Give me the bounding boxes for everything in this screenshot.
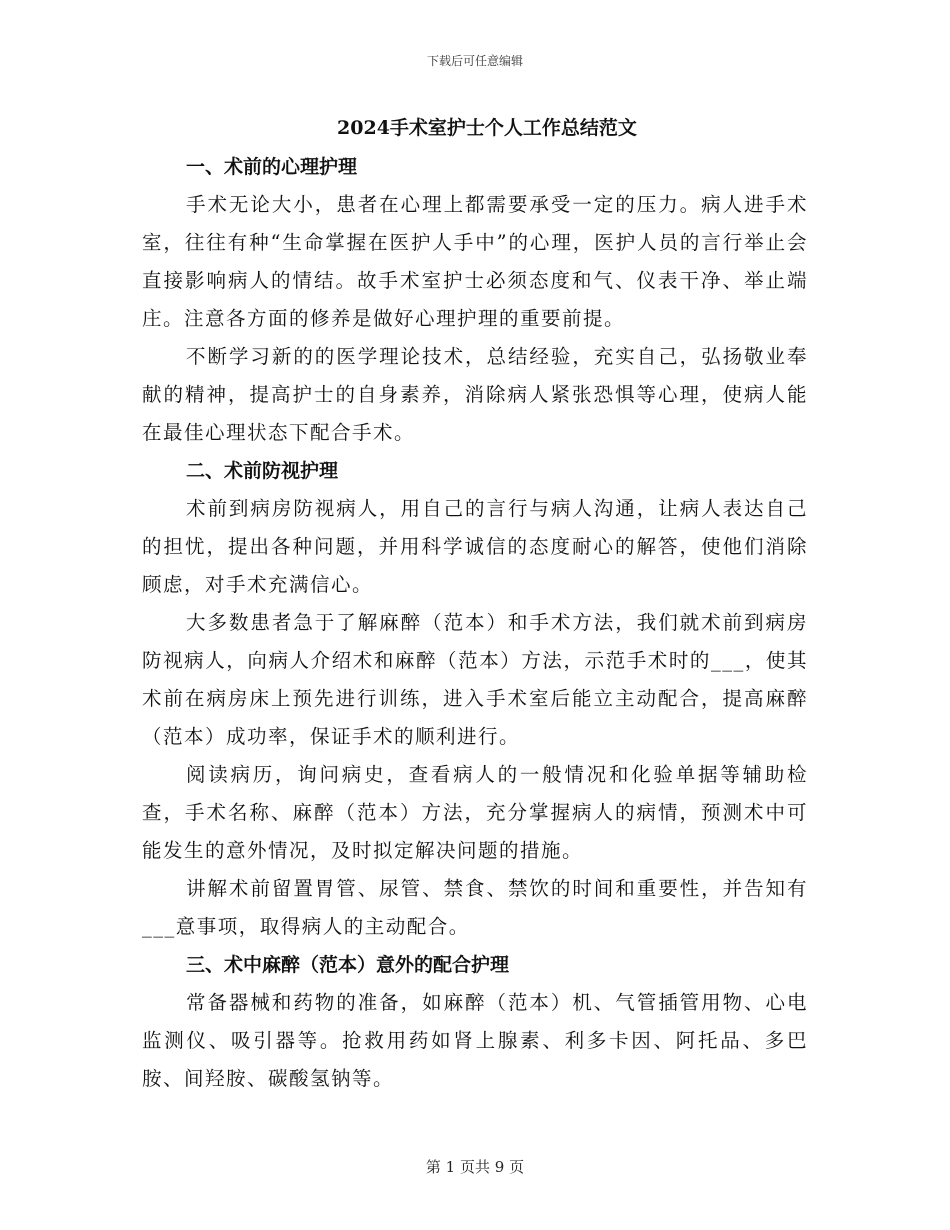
section-heading: 三、术中麻醉（范本）意外的配合护理 bbox=[186, 954, 510, 976]
page-number: 第 1 页共 9 页 bbox=[425, 1158, 525, 1176]
document-title: 2024手术室护士个人工作总结范文 bbox=[337, 117, 637, 139]
section-1 bbox=[142, 148, 808, 452]
paragraph: 不断学习新的的医学理论技术，总结经验，充实自己，弘扬敬业奉献的精神，提高护士的自身素养，消除病人紧张恐惧等心理，使病人能在最佳心理状态下配合手术。 bbox=[142, 345, 808, 444]
paragraph: 术前到病房防视病人，用自己的言行与病人沟通，让病人表达自己的担忧，提出各种问题，并用科学诚信的态度耐心的解答，使他们消除顾虑，对手术充满信心。 bbox=[142, 497, 808, 596]
paragraph: 阅读病历，询问病史，查看病人的一般情况和化验单据等辅助检查，手术名称、麻醉（范本）方法，充分掌握病人的病情，预测术中可能发生的意外情况，及时拟定解决问题的措施。 bbox=[142, 763, 808, 862]
paragraph: 手术无论大小，患者在心理上都需要承受一定的压力。病人进手术室，往往有种“生命掌握在医护人手中”的心理，医护人员的言行举止会直接影响病人的情结。故手术室护士必须态度和气、仪表干净、举止端庄。注意各方面的修养是做好心理护理的重要前提。 bbox=[142, 193, 808, 330]
section-3 bbox=[142, 946, 808, 1098]
paragraph: 常备器械和药物的准备，如麻醉（范本）机、气管插管用物、心电监测仪、吸引器等。抢救用药如肾上腺素、利多卡因、阿托品、多巴胺、间羟胺、碳酸氢钠等。 bbox=[142, 991, 808, 1090]
section-2 bbox=[142, 452, 808, 946]
header-note: 下载后可任意编辑 bbox=[426, 54, 523, 68]
section-heading: 一、术前的心理护理 bbox=[186, 156, 358, 178]
paragraph: 大多数患者急于了解麻醉（范本）和手术方法，我们就术前到病房防视病人，向病人介绍术和麻醉（范本）方法，示范手术时的___，使其术前在病房床上预先进行训练，进入手术室后能立主动配合，提高麻醉（范本）成功率，保证手术的顺利进行。 bbox=[142, 611, 808, 748]
section-heading: 二、术前防视护理 bbox=[186, 460, 339, 482]
document-body bbox=[142, 114, 808, 1098]
paragraph: 讲解术前留置胃管、尿管、禁食、禁饮的时间和重要性，并告知有___意事项，取得病人的主动配合。 bbox=[142, 877, 808, 938]
